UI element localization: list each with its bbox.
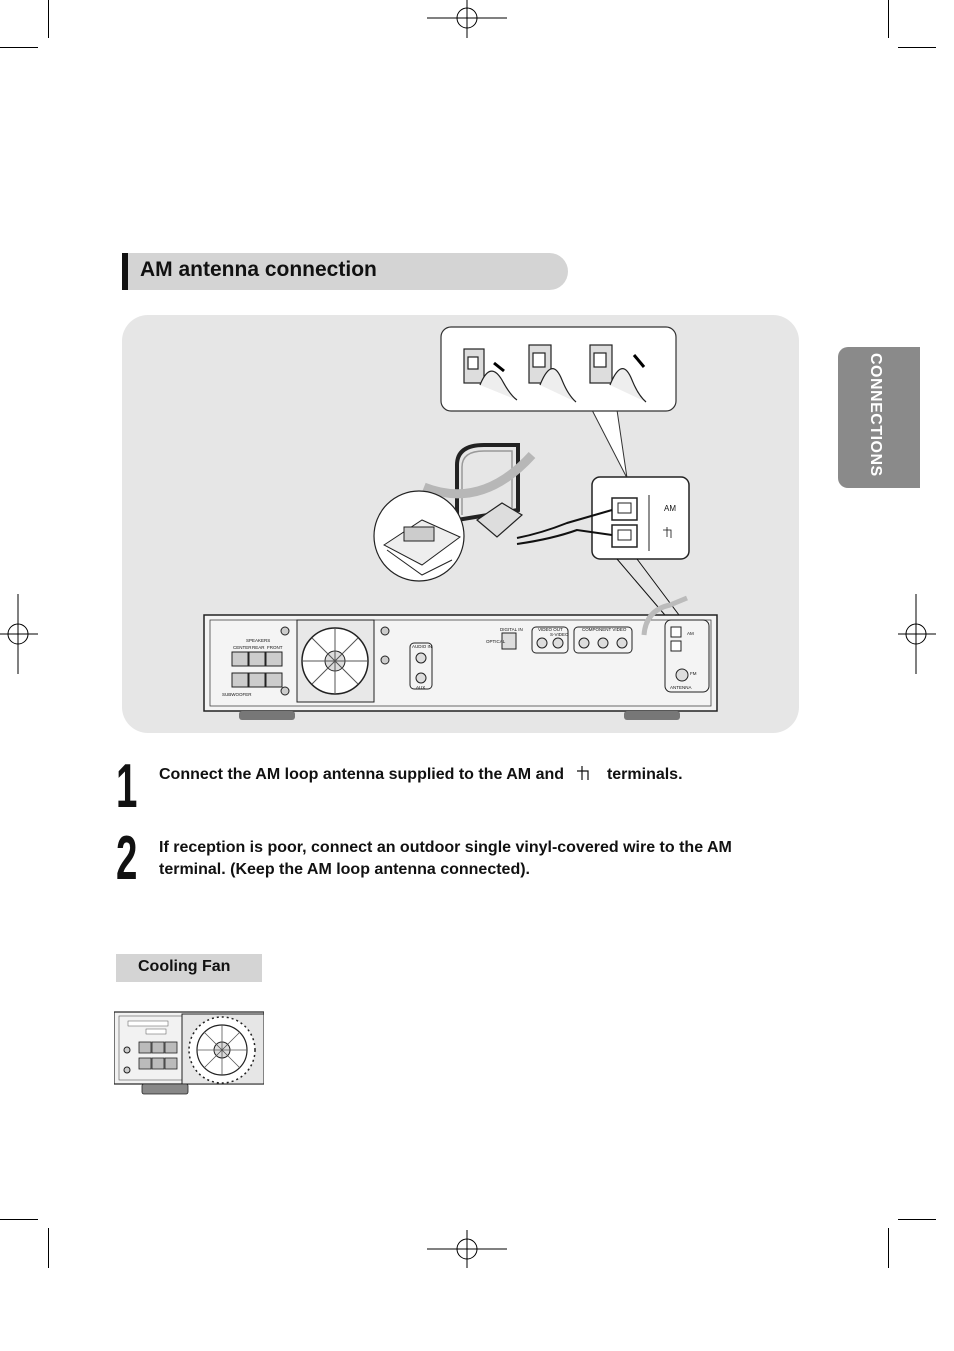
step-number-1: 1 — [116, 752, 138, 821]
label-audio-in: AUDIO IN — [412, 644, 433, 649]
terminal-am-label: AM — [664, 504, 676, 513]
am-antenna-diagram — [122, 315, 799, 733]
crop-mark — [0, 1219, 38, 1220]
crop-mark — [888, 0, 889, 38]
callout-pointer — [592, 410, 627, 478]
side-tab — [838, 347, 920, 488]
cooling-fan-grille — [297, 620, 374, 702]
rotate-arrow — [424, 455, 532, 494]
foot-left — [239, 711, 295, 720]
registration-mark-left — [0, 594, 40, 674]
registration-mark-top — [427, 0, 507, 40]
label-digital-in: DIGITAL IN — [500, 627, 523, 632]
side-tab-label: CONNECTIONS — [867, 353, 884, 477]
label-rear: REAR — [252, 645, 265, 650]
crop-mark — [48, 1228, 49, 1268]
step-2-text — [159, 837, 799, 881]
label-aux: AUX — [416, 685, 426, 690]
label-am-rear: AM — [687, 631, 694, 636]
step-2-line-2: terminal. (Keep the AM loop antenna connected). — [159, 861, 530, 878]
label-speakers: SPEAKERS — [246, 638, 271, 643]
step-1-text-before: Connect the AM loop antenna supplied to the AM and — [159, 766, 565, 783]
label-center: CENTER — [233, 645, 252, 650]
ground-symbol-icon — [574, 764, 596, 782]
cooling-fan-header — [116, 954, 262, 982]
label-s-video: S-VIDEO — [550, 632, 569, 637]
section-header — [122, 253, 568, 290]
label-fm-rear: FM — [690, 671, 697, 676]
foot-right — [624, 711, 680, 720]
cooling-fan-illustration — [114, 1010, 264, 1098]
cooling-fan-title: Cooling Fan — [138, 958, 231, 975]
crop-mark — [0, 47, 38, 48]
terminal-closeup — [592, 477, 689, 559]
label-optical: OPTICAL — [486, 639, 506, 644]
label-video-out: VIDEO OUT — [538, 627, 563, 632]
label-subwoofer: SUBWOOFER — [222, 692, 252, 697]
crop-mark — [898, 1219, 936, 1220]
crop-mark — [48, 0, 49, 38]
step-number-2: 2 — [116, 824, 138, 893]
step-1-text — [159, 764, 799, 786]
label-component-video: COMPONENT VIDEO — [582, 627, 627, 632]
crop-mark — [888, 1228, 889, 1268]
crop-mark — [898, 47, 936, 48]
registration-mark-bottom — [427, 1230, 507, 1270]
label-front: FRONT — [267, 645, 283, 650]
section-title: AM antenna connection — [140, 258, 377, 281]
label-antenna: ANTENNA — [670, 685, 692, 690]
section-accent — [122, 253, 128, 290]
step-1-text-after: terminals. — [606, 766, 683, 783]
registration-mark-right — [896, 594, 936, 674]
step-2-line-1: If reception is poor, connect an outdoor single vinyl-covered wire to the AM — [159, 839, 732, 856]
